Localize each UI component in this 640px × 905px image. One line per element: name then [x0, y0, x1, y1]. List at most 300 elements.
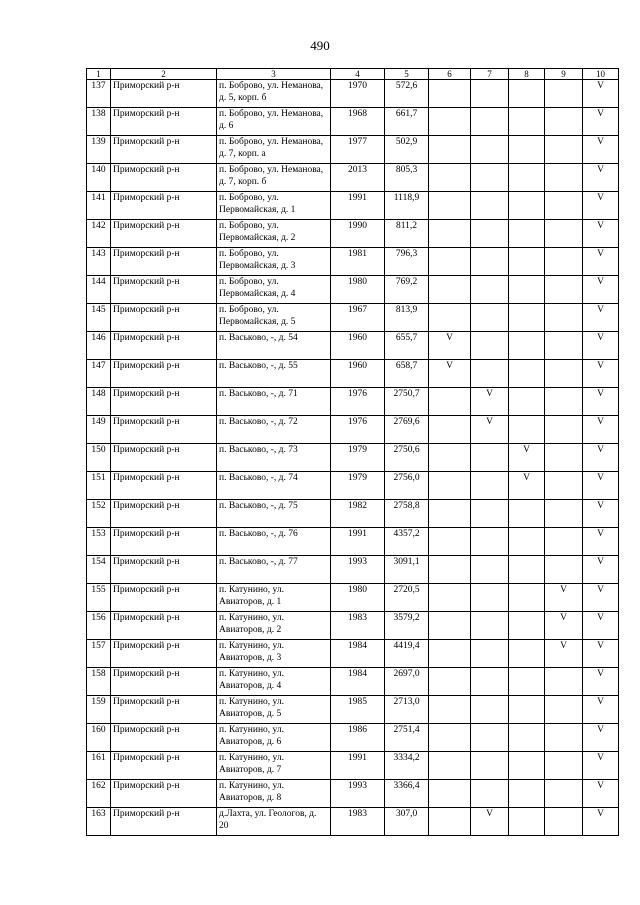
col8-mark [509, 80, 545, 108]
column-header-3: 3 [217, 69, 331, 80]
district-cell: Приморский р-н [111, 304, 217, 332]
col7-mark [471, 80, 509, 108]
col9-mark [545, 276, 583, 304]
col7-mark [471, 248, 509, 276]
col6-mark [429, 696, 471, 724]
col9-mark [545, 780, 583, 808]
col10-mark: V [583, 584, 619, 612]
col6-mark [429, 724, 471, 752]
col9-mark [545, 360, 583, 388]
address-cell: п. Васьково, -, д. 74 [217, 472, 331, 500]
address-cell: п. Катунино, ул. Авиаторов, д. 1 [217, 584, 331, 612]
col9-mark [545, 500, 583, 528]
col10-mark: V [583, 416, 619, 444]
col7-mark [471, 192, 509, 220]
col10-mark: V [583, 696, 619, 724]
year-cell: 1976 [331, 388, 385, 416]
col10-mark: V [583, 752, 619, 780]
year-cell: 1980 [331, 276, 385, 304]
table-row [87, 164, 619, 192]
col6-mark [429, 584, 471, 612]
table-row [87, 780, 619, 808]
row-number: 149 [87, 416, 111, 444]
area-cell: 813,9 [385, 304, 429, 332]
col6-mark [429, 472, 471, 500]
col7-mark [471, 136, 509, 164]
address-cell: п. Боброво, ул. Первомайская, д. 1 [217, 192, 331, 220]
col9-mark [545, 668, 583, 696]
area-cell: 811,2 [385, 220, 429, 248]
district-cell: Приморский р-н [111, 108, 217, 136]
col9-mark [545, 164, 583, 192]
col7-mark [471, 528, 509, 556]
address-cell: п. Боброво, ул. Неманова, д. 6 [217, 108, 331, 136]
year-cell: 1980 [331, 584, 385, 612]
table-row [87, 388, 619, 416]
col10-mark: V [583, 472, 619, 500]
year-cell: 1991 [331, 752, 385, 780]
column-header-10: 10 [583, 69, 619, 80]
col8-mark [509, 332, 545, 360]
table-row [87, 696, 619, 724]
col7-mark [471, 640, 509, 668]
column-header-6: 6 [429, 69, 471, 80]
table-row [87, 192, 619, 220]
district-cell: Приморский р-н [111, 556, 217, 584]
table-row [87, 528, 619, 556]
area-cell: 2769,6 [385, 416, 429, 444]
year-cell: 1968 [331, 108, 385, 136]
col10-mark: V [583, 500, 619, 528]
col6-mark [429, 612, 471, 640]
col9-mark [545, 388, 583, 416]
col8-mark [509, 304, 545, 332]
row-number: 138 [87, 108, 111, 136]
area-cell: 2750,6 [385, 444, 429, 472]
year-cell: 1984 [331, 640, 385, 668]
year-cell: 1979 [331, 472, 385, 500]
col10-mark: V [583, 360, 619, 388]
district-cell: Приморский р-н [111, 780, 217, 808]
table-row [87, 444, 619, 472]
row-number: 155 [87, 584, 111, 612]
district-cell: Приморский р-н [111, 80, 217, 108]
table-row [87, 500, 619, 528]
col6-mark [429, 808, 471, 836]
col10-mark: V [583, 808, 619, 836]
area-cell: 3334,2 [385, 752, 429, 780]
table-row [87, 136, 619, 164]
header-row [87, 69, 619, 80]
col8-mark [509, 276, 545, 304]
col9-mark [545, 304, 583, 332]
address-cell: д.Лахта, ул. Геологов, д. 20 [217, 808, 331, 836]
address-cell: п. Васьково, -, д. 73 [217, 444, 331, 472]
area-cell: 2758,8 [385, 500, 429, 528]
row-number: 147 [87, 360, 111, 388]
col6-mark [429, 248, 471, 276]
column-header-4: 4 [331, 69, 385, 80]
address-cell: п. Васьково, -, д. 75 [217, 500, 331, 528]
year-cell: 1982 [331, 500, 385, 528]
col8-mark [509, 192, 545, 220]
col7-mark [471, 584, 509, 612]
col8-mark [509, 388, 545, 416]
area-cell: 796,3 [385, 248, 429, 276]
address-cell: п. Катунино, ул. Авиаторов, д. 2 [217, 612, 331, 640]
col9-mark [545, 472, 583, 500]
area-cell: 2751,4 [385, 724, 429, 752]
col8-mark [509, 416, 545, 444]
district-cell: Приморский р-н [111, 136, 217, 164]
area-cell: 1118,9 [385, 192, 429, 220]
col7-mark [471, 696, 509, 724]
year-cell: 1985 [331, 696, 385, 724]
district-cell: Приморский р-н [111, 444, 217, 472]
column-header-1: 1 [87, 69, 111, 80]
column-header-2: 2 [111, 69, 217, 80]
col8-mark [509, 164, 545, 192]
district-cell: Приморский р-н [111, 500, 217, 528]
col9-mark [545, 808, 583, 836]
district-cell: Приморский р-н [111, 248, 217, 276]
col6-mark [429, 388, 471, 416]
col7-mark: V [471, 416, 509, 444]
col7-mark [471, 444, 509, 472]
year-cell: 2013 [331, 164, 385, 192]
year-cell: 1981 [331, 248, 385, 276]
col9-mark [545, 248, 583, 276]
row-number: 159 [87, 696, 111, 724]
col9-mark [545, 192, 583, 220]
col10-mark: V [583, 528, 619, 556]
table-row [87, 80, 619, 108]
row-number: 156 [87, 612, 111, 640]
address-cell: п. Катунино, ул. Авиаторов, д. 7 [217, 752, 331, 780]
table-row [87, 108, 619, 136]
district-cell: Приморский р-н [111, 808, 217, 836]
district-cell: Приморский р-н [111, 584, 217, 612]
address-cell: п. Васьково, -, д. 71 [217, 388, 331, 416]
col10-mark: V [583, 192, 619, 220]
col10-mark: V [583, 248, 619, 276]
district-cell: Приморский р-н [111, 472, 217, 500]
table-row [87, 556, 619, 584]
col9-mark [545, 556, 583, 584]
table-row [87, 304, 619, 332]
address-cell: п. Боброво, ул. Первомайская, д. 3 [217, 248, 331, 276]
address-cell: п. Боброво, ул. Первомайская, д. 2 [217, 220, 331, 248]
row-number: 146 [87, 332, 111, 360]
col6-mark [429, 500, 471, 528]
area-cell: 502,9 [385, 136, 429, 164]
year-cell: 1960 [331, 360, 385, 388]
column-header-7: 7 [471, 69, 509, 80]
area-cell: 4419,4 [385, 640, 429, 668]
col7-mark: V [471, 808, 509, 836]
area-cell: 307,0 [385, 808, 429, 836]
table-row [87, 668, 619, 696]
col7-mark [471, 724, 509, 752]
col8-mark [509, 724, 545, 752]
address-cell: п. Васьково, -, д. 77 [217, 556, 331, 584]
col10-mark: V [583, 304, 619, 332]
district-cell: Приморский р-н [111, 640, 217, 668]
address-cell: п. Боброво, ул. Неманова, д. 7, корп. б [217, 164, 331, 192]
address-cell: п. Васьково, -, д. 55 [217, 360, 331, 388]
area-cell: 769,2 [385, 276, 429, 304]
table-row [87, 248, 619, 276]
table-body [87, 80, 619, 836]
table-row [87, 612, 619, 640]
col8-mark [509, 752, 545, 780]
col6-mark [429, 668, 471, 696]
district-cell: Приморский р-н [111, 192, 217, 220]
col8-mark [509, 696, 545, 724]
col7-mark: V [471, 388, 509, 416]
col8-mark [509, 808, 545, 836]
year-cell: 1960 [331, 332, 385, 360]
table-row [87, 360, 619, 388]
district-cell: Приморский р-н [111, 528, 217, 556]
address-cell: п. Боброво, ул. Неманова, д. 7, корп. а [217, 136, 331, 164]
area-cell: 2750,7 [385, 388, 429, 416]
year-cell: 1991 [331, 192, 385, 220]
col9-mark [545, 724, 583, 752]
area-cell: 805,3 [385, 164, 429, 192]
district-cell: Приморский р-н [111, 696, 217, 724]
district-cell: Приморский р-н [111, 164, 217, 192]
area-cell: 3579,2 [385, 612, 429, 640]
col6-mark [429, 108, 471, 136]
col8-mark [509, 500, 545, 528]
col8-mark [509, 556, 545, 584]
col10-mark: V [583, 724, 619, 752]
col10-mark: V [583, 80, 619, 108]
year-cell: 1984 [331, 668, 385, 696]
district-cell: Приморский р-н [111, 416, 217, 444]
col9-mark [545, 80, 583, 108]
table-row [87, 808, 619, 836]
row-number: 142 [87, 220, 111, 248]
district-cell: Приморский р-н [111, 724, 217, 752]
row-number: 144 [87, 276, 111, 304]
col7-mark [471, 164, 509, 192]
year-cell: 1993 [331, 556, 385, 584]
row-number: 151 [87, 472, 111, 500]
year-cell: 1993 [331, 780, 385, 808]
row-number: 152 [87, 500, 111, 528]
page-number: 490 [310, 38, 330, 53]
housing-table [86, 68, 619, 836]
row-number: 163 [87, 808, 111, 836]
col7-mark [471, 332, 509, 360]
col9-mark: V [545, 640, 583, 668]
col10-mark: V [583, 164, 619, 192]
year-cell: 1967 [331, 304, 385, 332]
col6-mark [429, 192, 471, 220]
district-cell: Приморский р-н [111, 220, 217, 248]
col8-mark [509, 612, 545, 640]
row-number: 157 [87, 640, 111, 668]
row-number: 139 [87, 136, 111, 164]
area-cell: 4357,2 [385, 528, 429, 556]
year-cell: 1983 [331, 808, 385, 836]
col7-mark [471, 108, 509, 136]
col6-mark [429, 136, 471, 164]
area-cell: 3366,4 [385, 780, 429, 808]
area-cell: 2720,5 [385, 584, 429, 612]
row-number: 150 [87, 444, 111, 472]
address-cell: п. Боброво, ул. Первомайская, д. 4 [217, 276, 331, 304]
area-cell: 2756,0 [385, 472, 429, 500]
area-cell: 2697,0 [385, 668, 429, 696]
col9-mark [545, 528, 583, 556]
col8-mark [509, 108, 545, 136]
table-row [87, 724, 619, 752]
col8-mark [509, 780, 545, 808]
col8-mark [509, 668, 545, 696]
table-row [87, 584, 619, 612]
row-number: 161 [87, 752, 111, 780]
col9-mark [545, 136, 583, 164]
col10-mark: V [583, 220, 619, 248]
row-number: 143 [87, 248, 111, 276]
address-cell: п. Васьково, -, д. 54 [217, 332, 331, 360]
district-cell: Приморский р-н [111, 668, 217, 696]
year-cell: 1976 [331, 416, 385, 444]
col6-mark [429, 220, 471, 248]
table-row [87, 332, 619, 360]
col6-mark [429, 752, 471, 780]
col9-mark [545, 108, 583, 136]
col6-mark [429, 640, 471, 668]
year-cell: 1983 [331, 612, 385, 640]
col7-mark [471, 360, 509, 388]
col6-mark [429, 556, 471, 584]
col10-mark: V [583, 276, 619, 304]
table-row [87, 472, 619, 500]
col7-mark [471, 276, 509, 304]
col8-mark: V [509, 472, 545, 500]
col9-mark [545, 752, 583, 780]
row-number: 154 [87, 556, 111, 584]
col7-mark [471, 500, 509, 528]
table-row [87, 640, 619, 668]
col6-mark [429, 80, 471, 108]
col8-mark [509, 640, 545, 668]
col6-mark: V [429, 360, 471, 388]
col7-mark [471, 220, 509, 248]
address-cell: п. Катунино, ул. Авиаторов, д. 4 [217, 668, 331, 696]
col9-mark [545, 332, 583, 360]
address-cell: п. Васьково, -, д. 76 [217, 528, 331, 556]
year-cell: 1991 [331, 528, 385, 556]
area-cell: 572,6 [385, 80, 429, 108]
column-header-5: 5 [385, 69, 429, 80]
table-row [87, 276, 619, 304]
year-cell: 1970 [331, 80, 385, 108]
address-cell: п. Катунино, ул. Авиаторов, д. 8 [217, 780, 331, 808]
col7-mark [471, 668, 509, 696]
col10-mark: V [583, 612, 619, 640]
table-row [87, 752, 619, 780]
year-cell: 1979 [331, 444, 385, 472]
col8-mark [509, 528, 545, 556]
district-cell: Приморский р-н [111, 360, 217, 388]
col9-mark: V [545, 584, 583, 612]
district-cell: Приморский р-н [111, 276, 217, 304]
row-number: 140 [87, 164, 111, 192]
district-cell: Приморский р-н [111, 332, 217, 360]
district-cell: Приморский р-н [111, 752, 217, 780]
column-header-8: 8 [509, 69, 545, 80]
col7-mark [471, 472, 509, 500]
col10-mark: V [583, 388, 619, 416]
col6-mark [429, 780, 471, 808]
col6-mark [429, 164, 471, 192]
col6-mark [429, 304, 471, 332]
address-cell: п. Васьково, -, д. 72 [217, 416, 331, 444]
address-cell: п. Боброво, ул. Первомайская, д. 5 [217, 304, 331, 332]
col6-mark [429, 276, 471, 304]
col9-mark [545, 416, 583, 444]
area-cell: 655,7 [385, 332, 429, 360]
col6-mark [429, 444, 471, 472]
address-cell: п. Катунино, ул. Авиаторов, д. 5 [217, 696, 331, 724]
row-number: 153 [87, 528, 111, 556]
col9-mark [545, 220, 583, 248]
col7-mark [471, 556, 509, 584]
col7-mark [471, 612, 509, 640]
area-cell: 661,7 [385, 108, 429, 136]
col8-mark [509, 248, 545, 276]
address-cell: п. Боброво, ул. Неманова, д. 5, корп. б [217, 80, 331, 108]
col9-mark: V [545, 612, 583, 640]
col9-mark [545, 444, 583, 472]
row-number: 148 [87, 388, 111, 416]
row-number: 158 [87, 668, 111, 696]
col8-mark [509, 360, 545, 388]
col10-mark: V [583, 640, 619, 668]
row-number: 137 [87, 80, 111, 108]
year-cell: 1977 [331, 136, 385, 164]
col7-mark [471, 752, 509, 780]
col9-mark [545, 696, 583, 724]
row-number: 162 [87, 780, 111, 808]
col8-mark: V [509, 444, 545, 472]
area-cell: 2713,0 [385, 696, 429, 724]
area-cell: 3091,1 [385, 556, 429, 584]
col10-mark: V [583, 444, 619, 472]
col6-mark [429, 528, 471, 556]
table-row [87, 416, 619, 444]
col8-mark [509, 220, 545, 248]
col10-mark: V [583, 136, 619, 164]
table-row [87, 220, 619, 248]
col8-mark [509, 584, 545, 612]
col10-mark: V [583, 108, 619, 136]
col10-mark: V [583, 556, 619, 584]
row-number: 141 [87, 192, 111, 220]
col10-mark: V [583, 332, 619, 360]
district-cell: Приморский р-н [111, 612, 217, 640]
col10-mark: V [583, 780, 619, 808]
area-cell: 658,7 [385, 360, 429, 388]
column-header-9: 9 [545, 69, 583, 80]
row-number: 145 [87, 304, 111, 332]
address-cell: п. Катунино, ул. Авиаторов, д. 6 [217, 724, 331, 752]
